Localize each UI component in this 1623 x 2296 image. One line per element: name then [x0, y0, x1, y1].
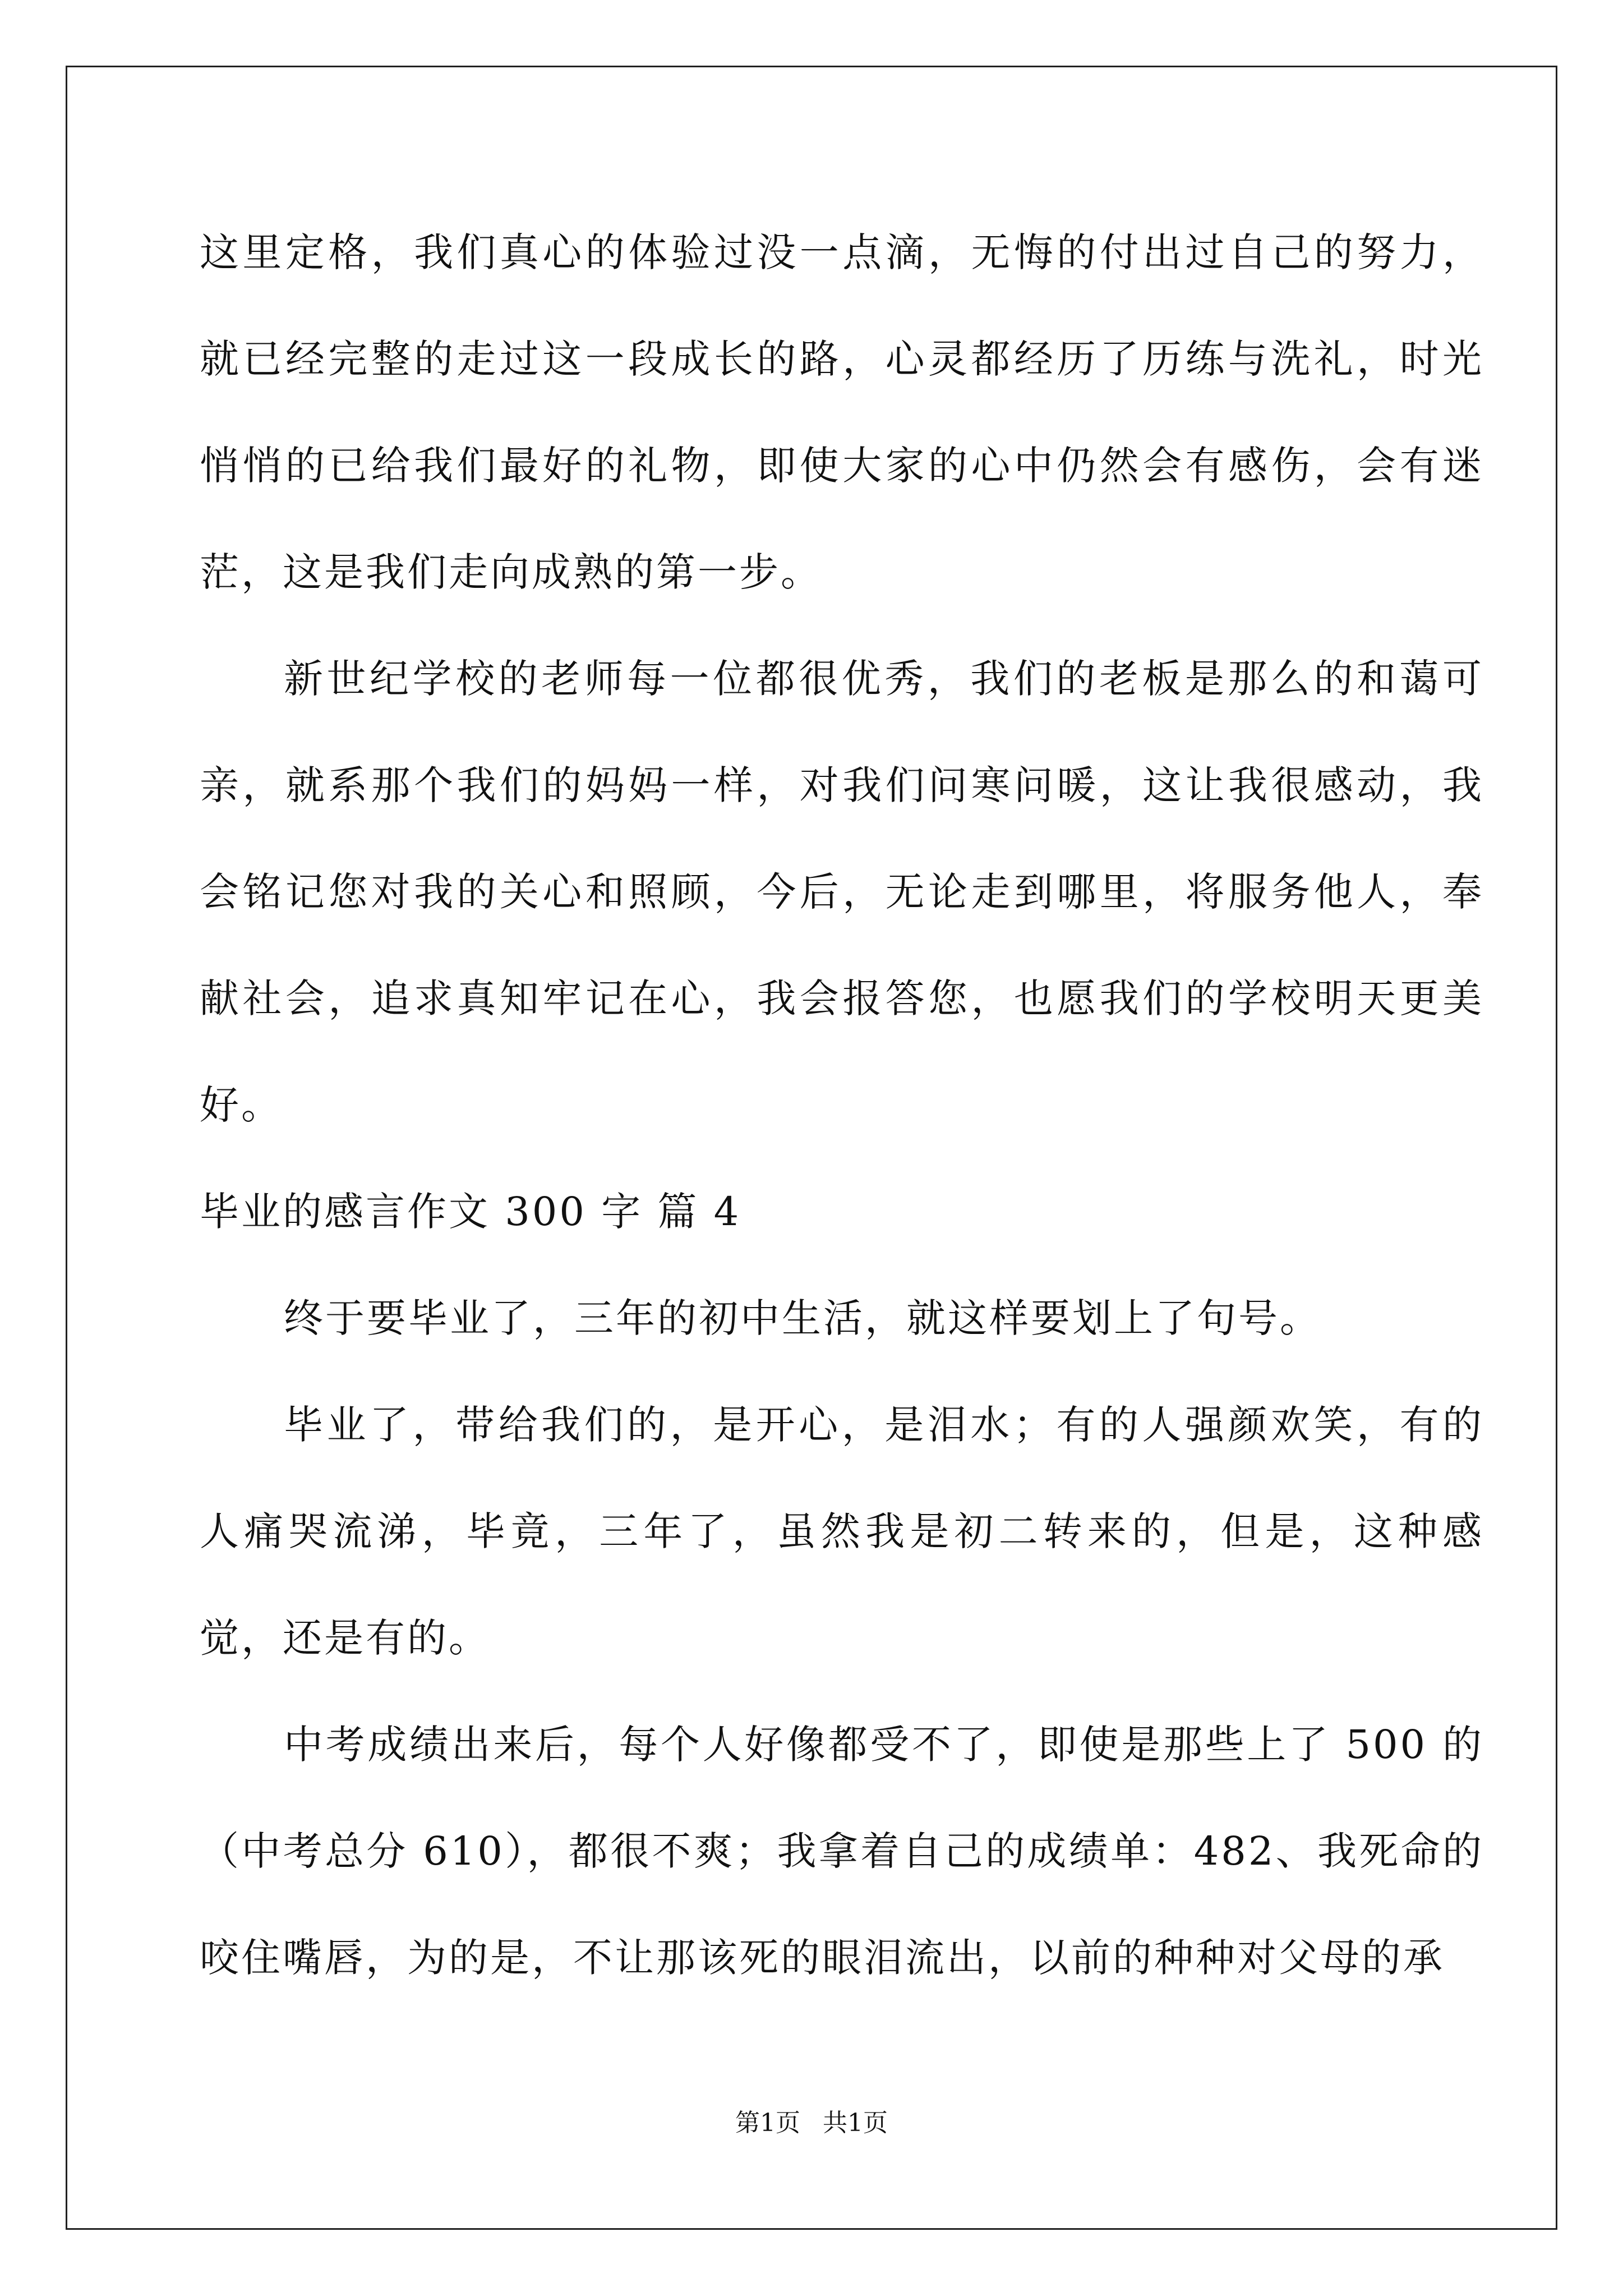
document-body — [200, 199, 1484, 2011]
page-footer — [0, 2106, 1623, 2140]
paragraph-continuation: 这里定格，我们真心的体验过没一点滴，无悔的付出过自己的努力，就已经完整的走过这一段成长的路，心灵都经历了历练与洗礼，时光悄悄的已给我们最好的礼物，即使大家的心中仍然会有感伤，会有迷茫，这是我们走向成熟的第一步。 — [200, 229, 1484, 595]
current-page-label: 第1页 — [735, 2109, 800, 2137]
paragraph-graduation: 终于要毕业了，三年的初中生活，就这样要划上了句号。 — [284, 1295, 1321, 1341]
paragraph-exam-results: 中考成绩出来后，每个人好像都受不了，即使是那些上了 500 的（中考总分 610），都很不爽；我拿着自己的成绩单：482、我死命的咬住嘴唇，为的是，不让那该死的眼泪流出，以前的种种对父母的承 — [200, 1722, 1484, 1981]
total-pages-label: 共1页 — [823, 2109, 888, 2137]
section-heading: 毕业的感言作文 300 字 篇 4 — [200, 1189, 741, 1235]
paragraph-feelings: 毕业了，带给我们的，是开心，是泪水；有的人强颜欢笑，有的人痛哭流涕，毕竟，三年了，虽然我是初二转来的，但是，这种感觉，还是有的。 — [200, 1402, 1484, 1661]
paragraph-teachers: 新世纪学校的老师每一位都很优秀，我们的老板是那么的和蔼可亲，就系那个我们的妈妈一样，对我们问寒问暖，这让我很感动，我会铭记您对我的关心和照顾，今后，无论走到哪里，将服务他人，奉献社会，追求真知牢记在心，我会报答您，也愿我们的学校明天更美好。 — [200, 656, 1484, 1128]
